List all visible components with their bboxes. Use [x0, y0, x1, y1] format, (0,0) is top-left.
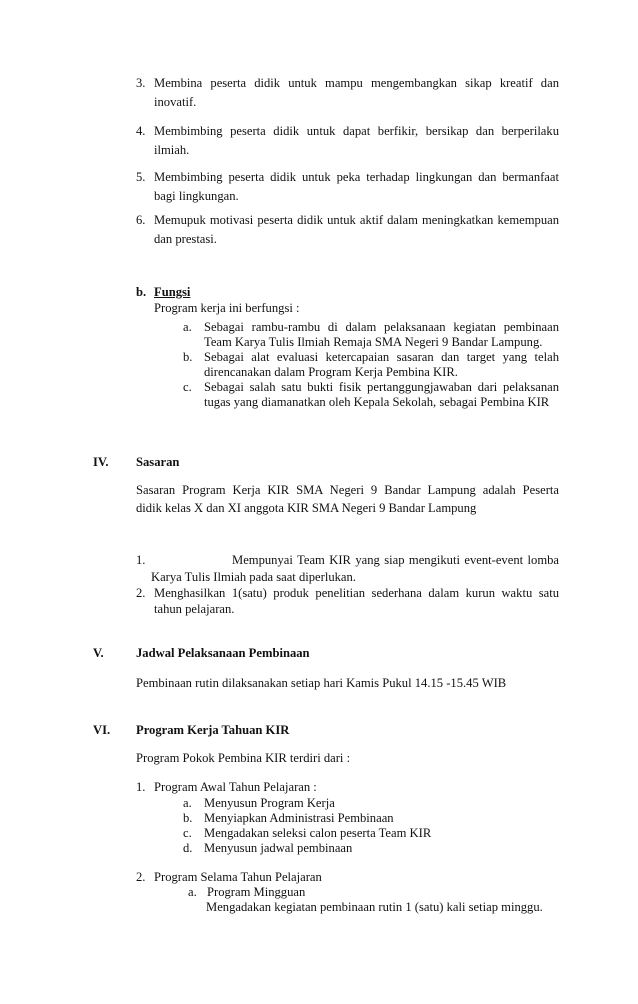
fungsi-label: b. [136, 285, 147, 299]
list-number: 1. [136, 553, 146, 567]
section-title: Program Kerja Tahuan KIR [136, 723, 290, 737]
sub-item-text: Mengadakan kegiatan pembinaan rutin 1 (satu) kali setiap minggu. [206, 900, 543, 914]
sub-item-letter: c. [183, 826, 192, 840]
list-title: Program Selama Tahun Pelajaran [154, 870, 322, 884]
sub-item-letter: d. [183, 841, 193, 855]
objective-text: dan prestasi. [154, 232, 217, 246]
list-number: 2. [136, 870, 146, 884]
fungsi-intro: Program kerja ini berfungsi : [154, 301, 300, 315]
sub-item-text: Menyusun Program Kerja [204, 796, 335, 810]
objective-text: bagi lingkungan. [154, 189, 239, 203]
sub-item-text: Menyusun jadwal pembinaan [204, 841, 353, 855]
fungsi-title: Fungsi [154, 285, 191, 299]
section-number: V. [93, 646, 104, 660]
list-text: tahun pelajaran. [154, 602, 235, 616]
section-title: Jadwal Pelaksanaan Pembinaan [136, 646, 310, 660]
objective-number: 4. [136, 124, 146, 138]
fungsi-item-text: Sebagai salah satu bukti fisik pertanggungjawaban dari pelaksanan [204, 380, 559, 394]
list-text: Menghasilkan 1(satu) produk penelitian sederhana dalam kurun waktu satu [154, 586, 559, 600]
fungsi-item-text: Sebagai alat evaluasi ketercapaian sasaran dan target yang telah [204, 350, 559, 364]
fungsi-item-letter: c. [183, 380, 192, 394]
list-text: Mempunyai Team KIR yang siap mengikuti event-event lomba [232, 553, 559, 567]
sub-item-letter: a. [188, 885, 197, 899]
paragraph-text: Program Pokok Pembina KIR terdiri dari : [136, 751, 351, 765]
section-number: IV. [93, 455, 109, 469]
fungsi-item-text: direncanakan dalam Program Kerja Pembina KIR. [204, 365, 458, 379]
objective-number: 3. [136, 76, 146, 90]
fungsi-item-letter: a. [183, 320, 192, 334]
objective-text: ilmiah. [154, 143, 190, 157]
sub-item-title: Program Mingguan [207, 885, 306, 899]
objective-text: Membina peserta didik untuk mampu mengembangkan sikap kreatif dan [154, 76, 559, 90]
objective-text: inovatif. [154, 95, 197, 109]
sub-item-text: Mengadakan seleksi calon peserta Team KIR [204, 826, 432, 840]
fungsi-item-text: tugas yang diamanatkan oleh Kepala Sekolah, sebagai Pembina KIR [204, 395, 550, 409]
fungsi-item-letter: b. [183, 350, 193, 364]
objective-text: Membimbing peserta didik untuk peka terhadap lingkungan dan bermanfaat [154, 170, 559, 184]
objective-text: Membimbing peserta didik untuk dapat berfikir, bersikap dan berperilaku [154, 124, 559, 138]
paragraph-text: Sasaran Program Kerja KIR SMA Negeri 9 Bandar Lampung adalah Peserta [136, 483, 559, 497]
section-title: Sasaran [136, 455, 180, 469]
sub-item-letter: a. [183, 796, 192, 810]
paragraph-text: didik kelas X dan XI anggota KIR SMA Negeri 9 Bandar Lampung [136, 501, 477, 515]
sub-item-text: Menyiapkan Administrasi Pembinaan [204, 811, 394, 825]
objective-number: 6. [136, 213, 146, 227]
list-number: 2. [136, 586, 146, 600]
paragraph-text: Pembinaan rutin dilaksanakan setiap hari Kamis Pukul 14.15 -15.45 WIB [136, 676, 507, 690]
fungsi-item-text: Team Karya Tulis Ilmiah Remaja SMA Negeri 9 Bandar Lampung. [204, 335, 543, 349]
list-number: 1. [136, 780, 146, 794]
list-text: Karya Tulis Ilmiah pada saat diperlukan. [151, 570, 356, 584]
section-number: VI. [93, 723, 111, 737]
fungsi-item-text: Sebagai rambu-rambu di dalam pelaksanaan kegiatan pembinaan [204, 320, 559, 334]
list-title: Program Awal Tahun Pelajaran : [154, 780, 317, 794]
sub-item-letter: b. [183, 811, 193, 825]
objective-number: 5. [136, 170, 146, 184]
objective-text: Memupuk motivasi peserta didik untuk aktif dalam meningkatkan kemempuan [154, 213, 559, 227]
